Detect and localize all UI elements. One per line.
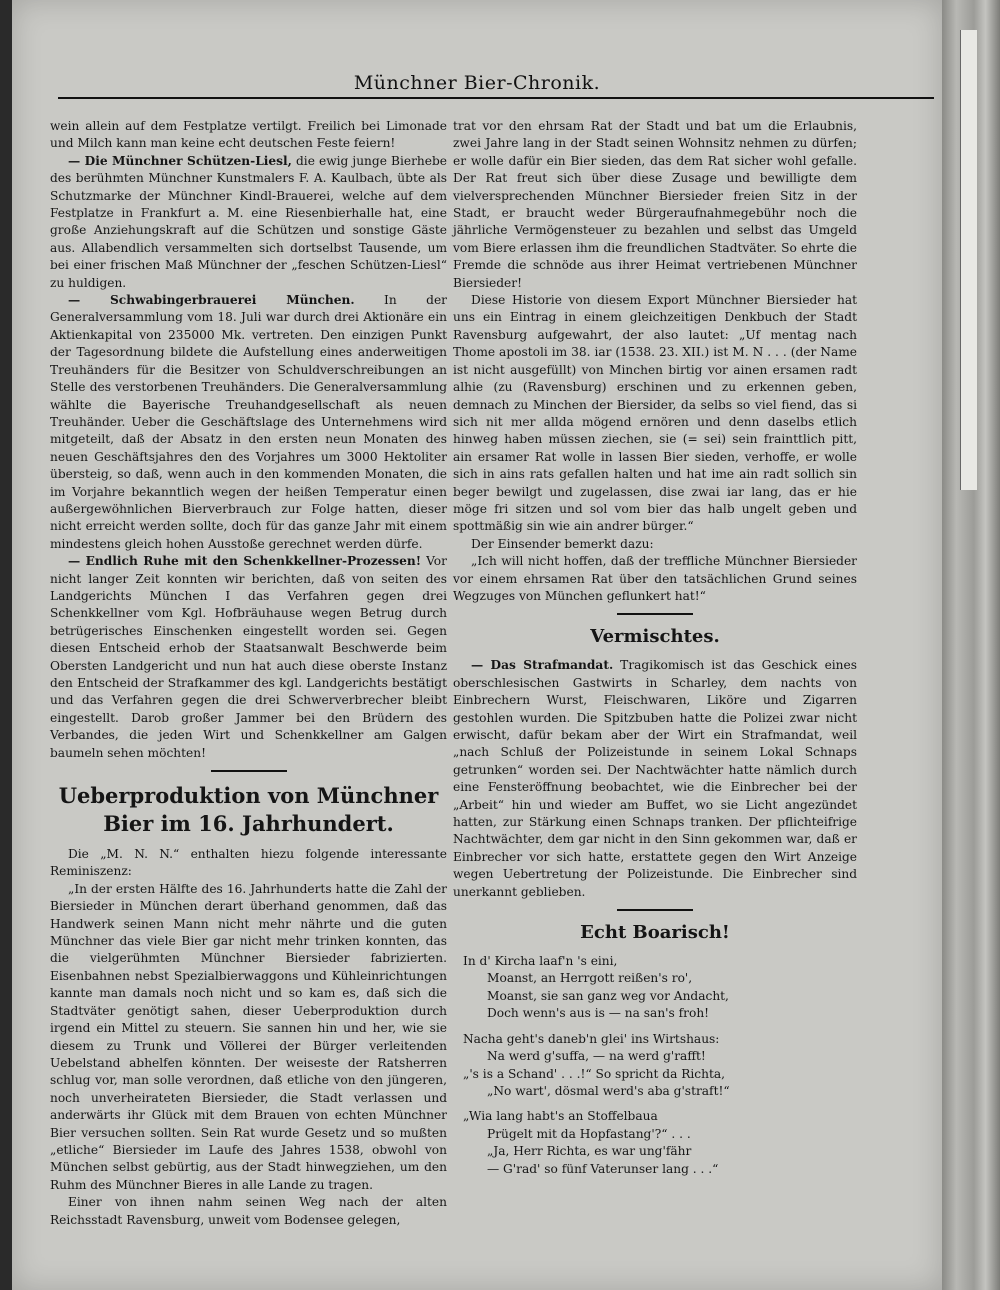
article-paragraph: Diese Historie von diesem Export Münchner Biersieder hat uns ein Eintrag in einem gleichzeitigen Denkbuch der Stadt Ravensburg aufgewahrt, der also lautet: „Uf mentag nach Thome apostoli im 38. iar (1538. 23. XII.) ist M. N . . . (der Name ist nicht ausgefüllt) von Minchen birtig vor ainen ersamen radt alhie (zu (Ravensburg) erschinen und zu erkennen geben, demnach zu Minchen der Biersider, da selbs so viel fiend, das si sich nit mer allda mögend ernören und denn daselbs etlich hinweg haben müssen ziechen, sie (= sei) sein frainttlich pitt, ain ersamer Rat wolle in lassen Bier sieden, verhoffe, er wolle sich in ains rats gefallen halten und hat ime ain radt sollich sin beger bewilgt und zugelassen, dise zwai iar lang, das er hie möge fri sitzen und sol vom bier das halb ungelt geben und spottmäßig sin wie ain andrer bürger.“ bbox=[453, 293, 857, 534]
poem-stanza bbox=[463, 1031, 857, 1101]
section-divider bbox=[211, 770, 287, 772]
news-item-text: In der Generalversammlung vom 18. Juli war durch drei Aktionäre ein Aktienkapital von 235000 Mk. vertreten. Den einzigen Punkt der Tagesordnung bildete die Aufstellung eines anderweitigen Treuhänders für die Besitzer von Schuldverschreibungen an Stelle des verstorbenen Treuhänders. Die Generalversammlung wählte die Bayerische Treuhandgesellschaft als neuen Treuhänder. Ueber die Geschäftslage des Unternehmens wird mitgeteilt, daß der Absatz in den ersten neun Monaten des neuen Geschäftsjahres den des Vorjahres um 3000 Hektoliter übersteig, so daß, wenn auch in den kommenden Monaten, die im Vorjahre bekanntlich wegen der heißen Temperatur einen außergewöhnlichen Bierverbrauch zur Folge hatten, dieser nicht erreicht werden sollte, doch für das ganze Jahr mit einem mindestens gleich hohen Ausstoße gerechnet werden dürfe. bbox=[50, 293, 447, 551]
poem-line: „No wart', dösmal werd's aba g'straft!“ bbox=[487, 1083, 730, 1098]
poem-stanza bbox=[463, 1108, 857, 1178]
section-divider bbox=[617, 613, 693, 615]
news-item-lead: — Das Strafmandat. bbox=[471, 658, 614, 673]
news-item-lead: — Die Münchner Schützen-Liesl, bbox=[68, 153, 292, 168]
article-paragraph: „Ich will nicht hoffen, daß der treffliche Münchner Biersieder vor einem ehrsamen Rat über den tatsächlichen Grund seines Wegzuges von München geflunkert hat!“ bbox=[453, 554, 857, 603]
poem-line: Na werd g'suffa, — na werd g'rafft! bbox=[487, 1049, 706, 1064]
poem-line: — G'rad' so fünf Vaterunser lang . . .“ bbox=[487, 1161, 719, 1176]
news-item-lead: — Schwabingerbrauerei München. bbox=[68, 293, 355, 308]
poem-line: „'s is a Schand' . . .!“ So spricht da Richta, bbox=[463, 1066, 726, 1081]
book-spine bbox=[0, 0, 12, 1290]
news-item-text: die ewig junge Bierhebe des berühmten Münchner Kunstmalers F. A. Kaulbach, übte als Schutzmarke der Münchner Kindl-Brauerei, welche auf dem Festplatze in Frankfurt a. M. eine Riesenbierhalle hat, eine große Anziehungskraft auf die Schützen und sonstige Gäste aus. Allabendlich versammelten sich dortselbst Tausende, um bei einer frischen Maß Münchner der „feschen Schützen-Liesl“ zu huldigen. bbox=[50, 153, 447, 290]
poem-line: In d' Kircha laaf'n 's eini, bbox=[463, 954, 618, 969]
news-item-schuetzen-liesl bbox=[50, 153, 447, 292]
news-item-text: Vor nicht langer Zeit konnten wir berichten, daß von seiten des Landgerichts München I das Verfahren gegen drei Schenkkellner vom Kgl. Hofbräuhause wegen Betrug durch betrügerisches Einschenken eingestellt worden sei. Gegen diesen Entscheid erhob der Staatsanwalt Beschwerde beim Obersten Landgericht und nun hat auch diese oberste Instanz den Entscheid der Strafkammer des kgl. Landgerichts bestätigt und das Verfahren gegen die drei Schwerverbrecher bleibt eingestellt. Darob großer Jammer bei den Brüdern des Verbandes, die jeden Wirt und Schenkkellner am Galgen baumeln sehen möchten! bbox=[50, 554, 447, 760]
poem-line: Prügelt mit da Hopfastang'?“ . . . bbox=[487, 1126, 691, 1141]
page-edge-tab bbox=[960, 30, 977, 490]
news-item-schwabinger bbox=[50, 292, 447, 553]
left-column bbox=[50, 118, 447, 1229]
poem-line: „Ja, Herr Richta, es war ung'fähr bbox=[487, 1144, 692, 1159]
article-paragraph: Einer von ihnen nahm seinen Weg nach der alten Reichsstadt Ravensburg, unweit vom Bodensee gelegen, bbox=[50, 1195, 447, 1227]
news-item-schenkkellner bbox=[50, 553, 447, 762]
news-item-lead: — Endlich Ruhe mit den Schenkkellner-Prozessen! bbox=[68, 554, 422, 569]
poem-line: Moanst, an Herrgott reißen's ro', bbox=[487, 971, 693, 986]
poem-title: Echt Boarisch! bbox=[580, 922, 730, 944]
newspaper-page bbox=[12, 0, 942, 1290]
poem-line: Moanst, sie san ganz weg vor Andacht, bbox=[487, 988, 729, 1003]
poem-line: „Wia lang habt's an Stoffelbaua bbox=[463, 1109, 658, 1124]
running-title: Münchner Bier-Chronik. bbox=[353, 72, 601, 94]
right-column bbox=[453, 118, 857, 1186]
article-paragraph: trat vor den ehrsam Rat der Stadt und bat um die Erlaubnis, zwei Jahre lang in der Stadt seinen Wohnsitz nehmen zu dürfen; er wolle dafür ein Bier sieden, das dem Rat sicher wohl gefalle. Der Rat freut sich über diese Zusage und bewilligte dem vielversprechenden Münchner Biersieder freien Sitz in der Stadt, er braucht weder Bürgeraufnahmegebühr noch die jährliche Vermögensteuer zu bezahlen und selbst das Umgeld vom Biere erlassen ihm die freundlichen Stadtväter. So ehrte die Fremde die schnöde aus ihrer Heimat vertriebenen Münchner Biersieder! bbox=[453, 119, 857, 290]
section-divider bbox=[617, 909, 693, 911]
header-rule bbox=[58, 97, 934, 99]
article-paragraph: Der Einsender bemerkt dazu: bbox=[471, 536, 654, 551]
news-item-text: Tragikomisch ist das Geschick eines oberschlesischen Gastwirts in Scharley, dem nachts von Einbrechern Wurst, Fleischwaren, Liköre und Zigarren gestohlen wurden. Die Spitzbuben hatte die Polizei zwar nicht erwischt, dafür bekam aber der Wirt ein Strafmandat, weil „nach Schluß der Polizeistunde in seinem Lokal Schnaps getrunken“ worden sei. Der Nachtwächter hatte nämlich durch eine Fensteröffnung beobachtet, wie die Einbrecher bei der „Arbeit“ hin und wieder am Buffet, wo sie Licht angezündet hatten, zur Stärkung einen Schnaps tranken. Der pflichteifrige Nachtwächter, dem gar nicht in den Sinn gekommen war, daß er Einbrecher vor sich hatte, erstattete gegen den Wirt Anzeige wegen Uebertretung der Polizeistunde. Die Einbrecher sind unerkannt geblieben. bbox=[453, 658, 857, 899]
poem-stanza bbox=[463, 953, 857, 1023]
news-item-strafmandat bbox=[453, 657, 857, 901]
poem-line: Nacha geht's daneb'n glei' ins Wirtshaus: bbox=[463, 1031, 720, 1046]
paragraph-continued: wein allein auf dem Festplatze vertilgt. Freilich bei Limonade und Milch kann man keine echt deutschen Feste feiern! bbox=[50, 119, 447, 151]
poem bbox=[463, 953, 857, 1178]
article-paragraph: „In der ersten Hälfte des 16. Jahrhunderts hatte die Zahl der Biersieder in München derart überhand genommen, daß das Handwerk seinen Mann nicht mehr nährte und die guten Münchner das viele Bier gar nicht mehr trinken konnten, das die vielgerühmten Münchner Biersieder fabrizierten. Eisenbahnen nebst Spezialbierwaggons und Kühleinrichtungen kannte man damals noch nicht und so kam es, daß sich die Stadtväter genötigt sahen, dieser Ueberproduktion durch irgend ein Mittel zu steuern. Sie sannen hin und her, wie sie diesem zu Trunk und Völlerei der Bürger verleitenden Uebelstand abhelfen könnten. Der weiseste der Ratsherren schlug vor, man solle verordnen, daß etliche von den jüngeren, noch unverheirateten Biersieder, die Stadt verlassen und anderwärts ihr Glück mit dem Brauen von echten Münchner Bier versuchen sollten. Sein Rat wurde Gesetz und so mußten „etliche“ Biersieder im Laufe des Jahres 1538, obwohl von München selbst gebürtig, aus der Stadt hinwegziehen, um den Ruhm des Münchner Bieres in alle Lande zu tragen. bbox=[50, 881, 447, 1192]
article-paragraph: Die „M. N. N.“ enthalten hiezu folgende interessante Reminiszenz: bbox=[50, 847, 447, 879]
poem-line: Doch wenn's aus is — na san's froh! bbox=[487, 1006, 710, 1021]
section-title: Vermischtes. bbox=[590, 626, 720, 648]
article-title: Ueberproduktion von Münchner Bier im 16. Jahrhundert. bbox=[58, 783, 439, 837]
